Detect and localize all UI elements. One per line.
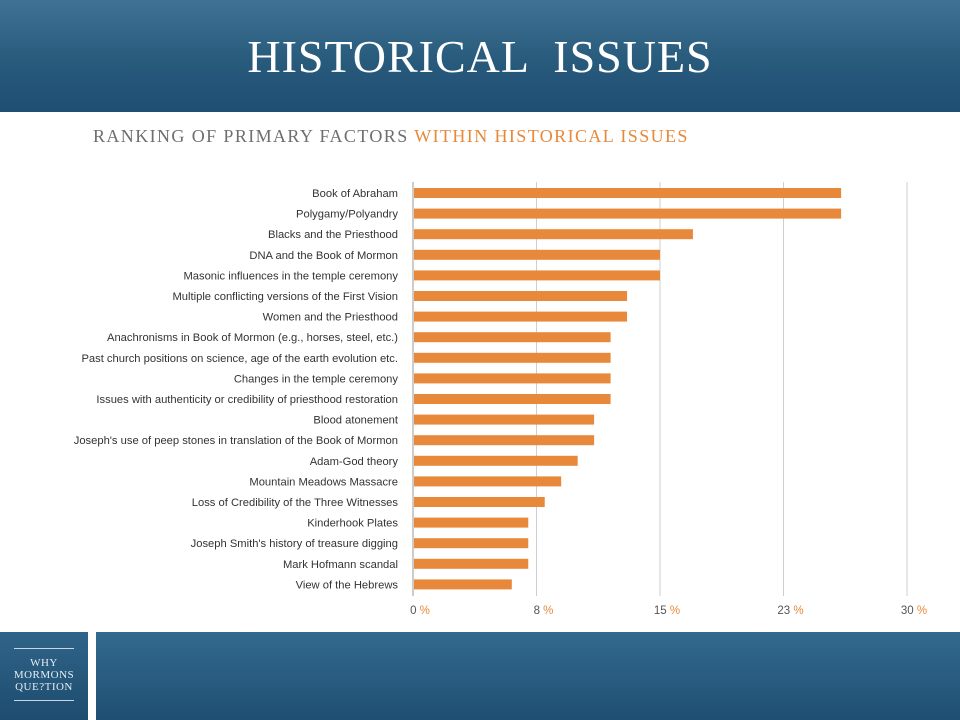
category-label: Blood atonement bbox=[313, 414, 398, 427]
bar bbox=[414, 538, 528, 548]
bar bbox=[414, 291, 627, 301]
bar bbox=[414, 332, 611, 342]
footer-bar bbox=[96, 632, 960, 720]
category-label: Blacks and the Priesthood bbox=[268, 229, 398, 242]
bar bbox=[414, 435, 594, 445]
category-label: Kinderhook Plates bbox=[307, 517, 398, 530]
bar bbox=[414, 559, 528, 569]
category-label: Women and the Priesthood bbox=[262, 311, 398, 324]
x-tick-label: 8 % bbox=[533, 605, 554, 617]
chart-title-part1: RANKING OF PRIMARY FACTORS bbox=[93, 126, 409, 146]
category-label: Past church positions on science, age of the earth evolution etc. bbox=[81, 352, 398, 365]
category-label: DNA and the Book of Mormon bbox=[249, 249, 398, 262]
bar bbox=[414, 270, 660, 280]
bar bbox=[414, 518, 528, 528]
logo-line-3: QUE?TION bbox=[15, 681, 73, 693]
why-mormons-question-logo bbox=[0, 632, 88, 720]
category-label: Anachronisms in Book of Mormon (e.g., horses, steel, etc.) bbox=[107, 332, 398, 345]
category-label: Book of Abraham bbox=[312, 188, 398, 200]
slide-footer bbox=[0, 632, 960, 720]
bar bbox=[414, 497, 545, 507]
bar bbox=[414, 579, 512, 589]
category-label: Changes in the temple ceremony bbox=[233, 373, 398, 386]
category-label: Mark Hofmann scandal bbox=[282, 558, 398, 571]
bar bbox=[414, 373, 611, 383]
category-label: Polygamy/Polyandry bbox=[296, 208, 398, 221]
category-label: Masonic influences in the temple ceremony bbox=[183, 270, 398, 283]
slide-title: HISTORICAL ISSUES bbox=[247, 31, 713, 82]
category-label: Mountain Meadows Massacre bbox=[249, 476, 398, 489]
x-tick-label: 23 % bbox=[777, 605, 804, 617]
logo-rule-top bbox=[14, 648, 74, 649]
category-label: Issues with authenticity or credibility of priesthood restoration bbox=[96, 394, 398, 406]
bar bbox=[414, 394, 611, 404]
x-tick-label: 0 % bbox=[410, 605, 430, 617]
category-label: Joseph Smith's history of treasure digging bbox=[190, 538, 398, 551]
category-label: Joseph's use of peep stones in translation of the Book of Mormon bbox=[73, 435, 398, 448]
bar bbox=[414, 250, 660, 260]
footer-logo-panel bbox=[0, 632, 88, 720]
logo-rule-bottom bbox=[14, 700, 74, 701]
x-tick-label: 15 % bbox=[653, 605, 681, 617]
category-label: Loss of Credibility of the Three Witnesses bbox=[191, 497, 398, 509]
bar bbox=[414, 229, 693, 239]
logo-line-1: WHY bbox=[30, 657, 58, 669]
logo-line-2: MORMONS bbox=[13, 669, 75, 681]
bar bbox=[414, 353, 611, 363]
x-tick-label: 30 % bbox=[900, 605, 928, 617]
bar bbox=[414, 476, 561, 486]
category-label: Adam-God theory bbox=[309, 455, 398, 468]
category-label: View of the Hebrews bbox=[295, 579, 398, 592]
bar bbox=[414, 312, 627, 322]
bar bbox=[414, 415, 594, 425]
bar bbox=[414, 188, 841, 198]
category-label: Multiple conflicting versions of the First Vision bbox=[172, 291, 398, 303]
chart-title-part2: WITHIN HISTORICAL ISSUES bbox=[414, 126, 689, 146]
bar bbox=[414, 456, 578, 466]
bar bbox=[414, 209, 841, 219]
